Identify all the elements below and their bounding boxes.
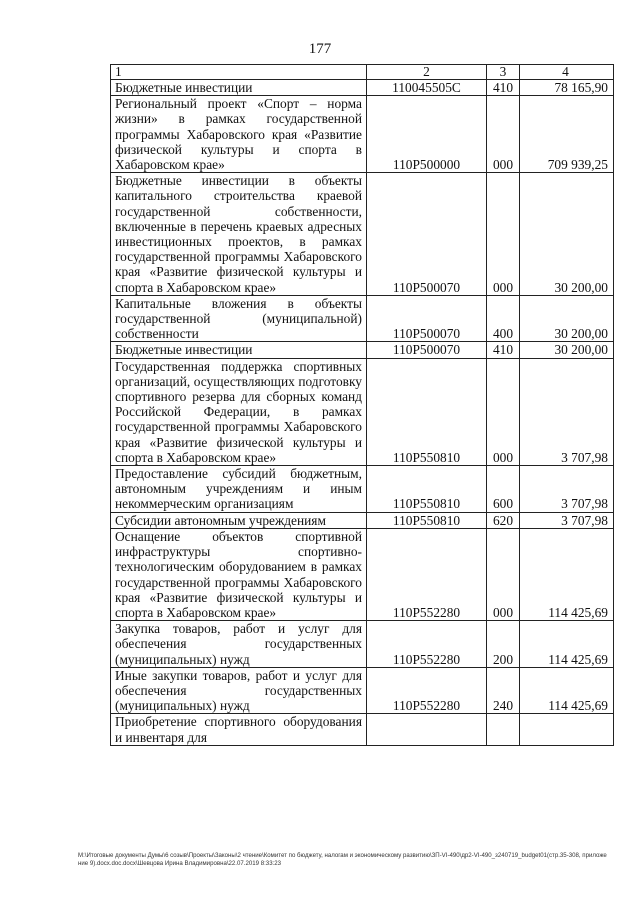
- row-type: 000: [487, 528, 520, 620]
- row-type: 410: [487, 80, 520, 96]
- row-type: 000: [487, 96, 520, 173]
- row-code: 110P500070: [367, 173, 487, 296]
- footer-file-path: M:\Итоговые документы Думы\6 созыв\Проекты\Законы\2 чтение\Комитет по бюджету, налогам и экономическому развитию\ЗП-VI-490\др2-VI-490_з240719_budget01(стр.35-308, приложение 9).docx.doc.docx\Шевцова Ирина Владимировна\22.07.2019 8:33:23: [78, 852, 607, 867]
- row-name: Региональный проект «Спорт – норма жизни» в рамках государственной программы Хабаровского края «Развитие физической культуры и спорта в Хабаровском крае»: [111, 96, 367, 173]
- row-type: 400: [487, 295, 520, 342]
- table-row: [111, 80, 614, 96]
- row-name: Предоставление субсидий бюджетным, автономным учреждениям и иным некоммерческим организациям: [111, 466, 367, 513]
- table-row: [111, 621, 614, 668]
- row-name: Государственная поддержка спортивных организаций, осуществляющих подготовку спортивного резерва для сборных команд Российской Федерации, в рамках государственной программы Хабаровского края «Развитие физической культуры и спорта в Хабаровском крае»: [111, 358, 367, 465]
- row-amount: 30 200,00: [520, 173, 614, 296]
- table-row: [111, 714, 614, 745]
- row-amount: 30 200,00: [520, 295, 614, 342]
- row-code: 110P550810: [367, 466, 487, 513]
- row-amount: 114 425,69: [520, 528, 614, 620]
- row-code: 110P552280: [367, 621, 487, 668]
- row-type: 620: [487, 512, 520, 528]
- row-amount: 114 425,69: [520, 621, 614, 668]
- table-row: [111, 173, 614, 296]
- table-row: [111, 528, 614, 620]
- table-row: [111, 358, 614, 465]
- row-amount: 3 707,98: [520, 358, 614, 465]
- row-code: 110P500070: [367, 342, 487, 358]
- row-amount: [520, 714, 614, 745]
- row-type: 240: [487, 667, 520, 714]
- table-row: [111, 667, 614, 714]
- row-type: 200: [487, 621, 520, 668]
- row-type: [487, 714, 520, 745]
- row-name: Бюджетные инвестиции: [111, 342, 367, 358]
- table-row: [111, 295, 614, 342]
- row-code: 110P500000: [367, 96, 487, 173]
- header-col-4: 4: [520, 65, 614, 80]
- table-row: [111, 512, 614, 528]
- row-code: 110P552280: [367, 528, 487, 620]
- row-name: Капитальные вложения в объекты государственной (муниципальной) собственности: [111, 295, 367, 342]
- row-code: [367, 714, 487, 745]
- row-amount: 114 425,69: [520, 667, 614, 714]
- row-amount: 3 707,98: [520, 466, 614, 513]
- row-amount: 3 707,98: [520, 512, 614, 528]
- row-code: 110P500070: [367, 295, 487, 342]
- page-number: 177: [308, 41, 332, 57]
- row-code: 110P552280: [367, 667, 487, 714]
- row-name: Бюджетные инвестиции в объекты капитального строительства краевой государственной собственности, включенные в перечень краевых адресных инвестиционных проектов, в рамках государственной программы Хабаровского края «Развитие физической культуры и спорта в Хабаровском крае»: [111, 173, 367, 296]
- row-name: Закупка товаров, работ и услуг для обеспечения государственных (муниципальных) нужд: [111, 621, 367, 668]
- table-row: [111, 96, 614, 173]
- header-col-1: 1: [111, 65, 367, 80]
- row-code: 110P550810: [367, 512, 487, 528]
- row-name: Оснащение объектов спортивной инфраструктуры спортивно-технологическим оборудованием в рамках государственной программы Хабаровского края «Развитие физической культуры и спорта в Хабаровском крае»: [111, 528, 367, 620]
- table-row: [111, 342, 614, 358]
- row-name: Иные закупки товаров, работ и услуг для обеспечения государственных (муниципальных) нужд: [111, 667, 367, 714]
- table-header-row: [111, 65, 614, 80]
- row-type: 410: [487, 342, 520, 358]
- row-name: Бюджетные инвестиции: [111, 80, 367, 96]
- row-code: 110045505С: [367, 80, 487, 96]
- header-col-3: 3: [487, 65, 520, 80]
- table-row: [111, 466, 614, 513]
- row-amount: 30 200,00: [520, 342, 614, 358]
- budget-table: [110, 64, 614, 746]
- row-amount: 78 165,90: [520, 80, 614, 96]
- row-name: Субсидии автономным учреждениям: [111, 512, 367, 528]
- row-type: 600: [487, 466, 520, 513]
- row-type: 000: [487, 358, 520, 465]
- row-code: 110P550810: [367, 358, 487, 465]
- row-name: Приобретение спортивного оборудования и инвентаря для: [111, 714, 367, 745]
- row-amount: 709 939,25: [520, 96, 614, 173]
- header-col-2: 2: [367, 65, 487, 80]
- row-type: 000: [487, 173, 520, 296]
